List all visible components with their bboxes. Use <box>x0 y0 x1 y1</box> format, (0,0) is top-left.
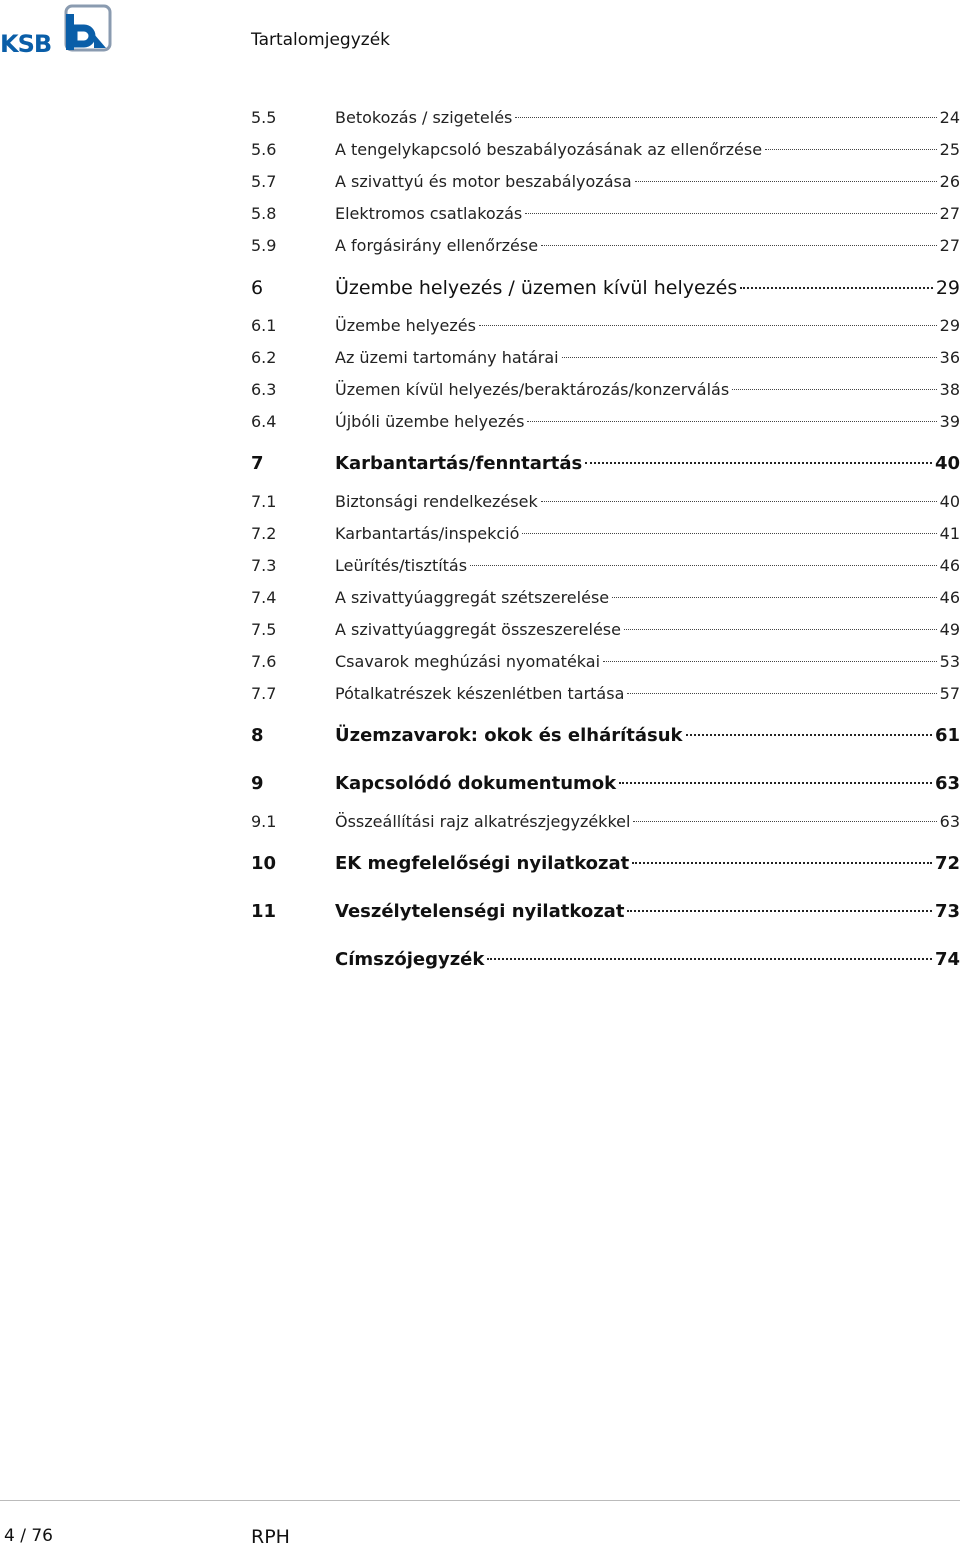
toc-section-entry[interactable] <box>251 342 960 374</box>
toc-entry-title: Leürítés/tisztítás <box>335 556 468 575</box>
toc-dot-leader <box>585 462 932 464</box>
toc-entry-title: A szivattyúaggregát szétszerelése <box>335 588 610 607</box>
toc-entry-page: 27 <box>939 204 960 223</box>
toc-section-entry[interactable] <box>251 518 960 550</box>
toc-dot-leader <box>633 821 936 822</box>
toc-entry-title: Az üzemi tartomány határai <box>335 348 559 367</box>
toc-entry-page: 53 <box>939 652 960 671</box>
toc-entry-title: A szivattyúaggregát összeszerelése <box>335 620 621 639</box>
toc-dot-leader <box>487 958 932 960</box>
toc-section-entry[interactable] <box>251 582 960 614</box>
footer-divider <box>0 1500 960 1501</box>
toc-dot-leader <box>470 565 937 566</box>
toc-entry-page: 25 <box>939 140 960 159</box>
toc-dot-leader <box>732 389 936 390</box>
toc-entry-page: 29 <box>935 277 960 299</box>
toc-entry-number: 6.3 <box>251 380 277 399</box>
toc-section-entry[interactable] <box>251 374 960 406</box>
toc-entry-title: A szivattyú és motor beszabályozása <box>335 172 632 191</box>
toc-entry-page: 63 <box>934 773 960 794</box>
toc-entry-page: 40 <box>934 453 960 474</box>
footer-page-number: 4 / 76 <box>4 1526 53 1546</box>
toc-dot-leader <box>522 533 936 534</box>
toc-entry-number: 6.1 <box>251 316 277 335</box>
toc-entry-page: 46 <box>939 556 960 575</box>
toc-section-entry[interactable] <box>251 134 960 166</box>
toc-section-entry[interactable] <box>251 198 960 230</box>
toc-entry-title: A tengelykapcsoló beszabályozásának az ellenőrzése <box>335 140 763 159</box>
toc-entry-page: 49 <box>939 620 960 639</box>
toc-dot-leader <box>525 213 936 214</box>
toc-section-entry[interactable] <box>251 550 960 582</box>
toc-entry-page: 73 <box>934 901 960 922</box>
toc-entry-title: Címszójegyzék <box>335 949 485 970</box>
toc-entry-title: Betokozás / szigetelés <box>335 108 513 127</box>
page-header <box>0 0 960 60</box>
toc-entry-page: 29 <box>939 316 960 335</box>
toc-entry-number: 11 <box>251 901 277 922</box>
toc-dot-leader <box>624 629 937 630</box>
toc-entry-page: 24 <box>939 108 960 127</box>
toc-entry-title: Csavarok meghúzási nyomatékai <box>335 652 601 671</box>
toc-dot-leader <box>632 862 932 864</box>
toc-entry-number: 5.6 <box>251 140 277 159</box>
toc-entry-title: Üzembe helyezés / üzemen kívül helyezés <box>335 277 738 299</box>
toc-section-entry[interactable] <box>251 102 960 134</box>
toc-section-entry[interactable] <box>251 230 960 262</box>
toc-entry-number: 7.5 <box>251 620 277 639</box>
toc-entry-page: 39 <box>939 412 960 431</box>
logo-text: KSB <box>0 30 52 58</box>
toc-section-entry[interactable] <box>251 486 960 518</box>
toc-section-entry[interactable] <box>251 806 960 838</box>
toc-chapter-entry[interactable] <box>251 938 960 982</box>
toc-entry-title: Biztonsági rendelkezések <box>335 492 538 511</box>
toc-entry-number: 8 <box>251 725 264 746</box>
toc-entry-number: 9.1 <box>251 812 277 831</box>
toc-entry-number: 6.2 <box>251 348 277 367</box>
toc-section-entry[interactable] <box>251 678 960 710</box>
toc-dot-leader <box>541 501 937 502</box>
toc-entry-number: 6.4 <box>251 412 277 431</box>
toc-entry-title: Összeállítási rajz alkatrészjegyzékkel <box>335 812 631 831</box>
toc-entry-title: Elektromos csatlakozás <box>335 204 523 223</box>
toc-entry-title: Karbantartás/inspekció <box>335 524 520 543</box>
toc-chapter-entry[interactable] <box>251 842 960 886</box>
toc-entry-title: Üzemen kívül helyezés/beraktározás/konzerválás <box>335 380 730 399</box>
toc-entry-number: 7.1 <box>251 492 277 511</box>
toc-dot-leader <box>627 910 932 912</box>
toc-entry-title: Üzemzavarok: okok és elhárításuk <box>335 725 683 746</box>
toc-entry-number: 7.3 <box>251 556 277 575</box>
toc-entry-title: Karbantartás/fenntartás <box>335 453 583 474</box>
logo-b-mark-icon <box>58 4 112 54</box>
toc-dot-leader <box>527 421 936 422</box>
toc-dot-leader <box>479 325 937 326</box>
toc-section-entry[interactable] <box>251 646 960 678</box>
toc-entry-page: 26 <box>939 172 960 191</box>
toc-entry-title: EK megfelelőségi nyilatkozat <box>335 853 630 874</box>
toc-entry-page: 57 <box>939 684 960 703</box>
toc-dot-leader <box>765 149 937 150</box>
toc-entry-page: 63 <box>939 812 960 831</box>
toc-chapter-entry[interactable] <box>251 762 960 806</box>
toc-dot-leader <box>627 693 936 694</box>
toc-entry-number: 7.4 <box>251 588 277 607</box>
toc-chapter-entry[interactable] <box>251 714 960 758</box>
header-title: Tartalomjegyzék <box>251 30 391 50</box>
toc-entry-number: 5.8 <box>251 204 277 223</box>
toc-entry-page: 40 <box>939 492 960 511</box>
toc-entry-page: 46 <box>939 588 960 607</box>
toc-entry-number: 9 <box>251 773 264 794</box>
toc-entry-page: 38 <box>939 380 960 399</box>
toc-entry-page: 41 <box>939 524 960 543</box>
toc-chapter-entry[interactable] <box>251 890 960 934</box>
toc-dot-leader <box>740 287 933 289</box>
toc-section-entry[interactable] <box>251 310 960 342</box>
toc-entry-number: 5.9 <box>251 236 277 255</box>
toc-entry-title: Újbóli üzembe helyezés <box>335 412 525 431</box>
toc-dot-leader <box>635 181 937 182</box>
toc-entry-number: 7.7 <box>251 684 277 703</box>
toc-entry-number: 7 <box>251 453 264 474</box>
toc-chapter-entry[interactable] <box>251 266 960 310</box>
toc-entry-number: 5.5 <box>251 108 277 127</box>
toc-entry-number: 7.6 <box>251 652 277 671</box>
toc-entry-number: 10 <box>251 853 277 874</box>
toc-chapter-entry[interactable] <box>251 442 960 486</box>
toc-entry-title: A forgásirány ellenőrzése <box>335 236 539 255</box>
toc-entry-title: Pótalkatrészek készenlétben tartása <box>335 684 625 703</box>
toc-section-entry[interactable] <box>251 614 960 646</box>
toc-entry-page: 74 <box>934 949 960 970</box>
toc-entry-number: 6 <box>251 277 264 299</box>
toc-entry-page: 27 <box>939 236 960 255</box>
toc-entry-title: Kapcsolódó dokumentumok <box>335 773 617 794</box>
toc-entry-page: 72 <box>934 853 960 874</box>
toc-dot-leader <box>562 357 937 358</box>
footer-doc-code: RPH <box>251 1526 290 1548</box>
toc-dot-leader <box>541 245 937 246</box>
toc-section-entry[interactable] <box>251 406 960 438</box>
ksb-logo <box>0 4 112 58</box>
toc-entry-number: 5.7 <box>251 172 277 191</box>
table-of-contents <box>251 102 960 982</box>
toc-dot-leader <box>619 782 932 784</box>
toc-entry-page: 61 <box>934 725 960 746</box>
toc-dot-leader <box>603 661 937 662</box>
toc-section-entry[interactable] <box>251 166 960 198</box>
toc-entry-number: 7.2 <box>251 524 277 543</box>
toc-dot-leader <box>686 734 932 736</box>
toc-dot-leader <box>612 597 937 598</box>
toc-entry-title: Veszélytelenségi nyilatkozat <box>335 901 625 922</box>
toc-dot-leader <box>515 117 936 118</box>
toc-entry-title: Üzembe helyezés <box>335 316 476 335</box>
toc-entry-page: 36 <box>939 348 960 367</box>
